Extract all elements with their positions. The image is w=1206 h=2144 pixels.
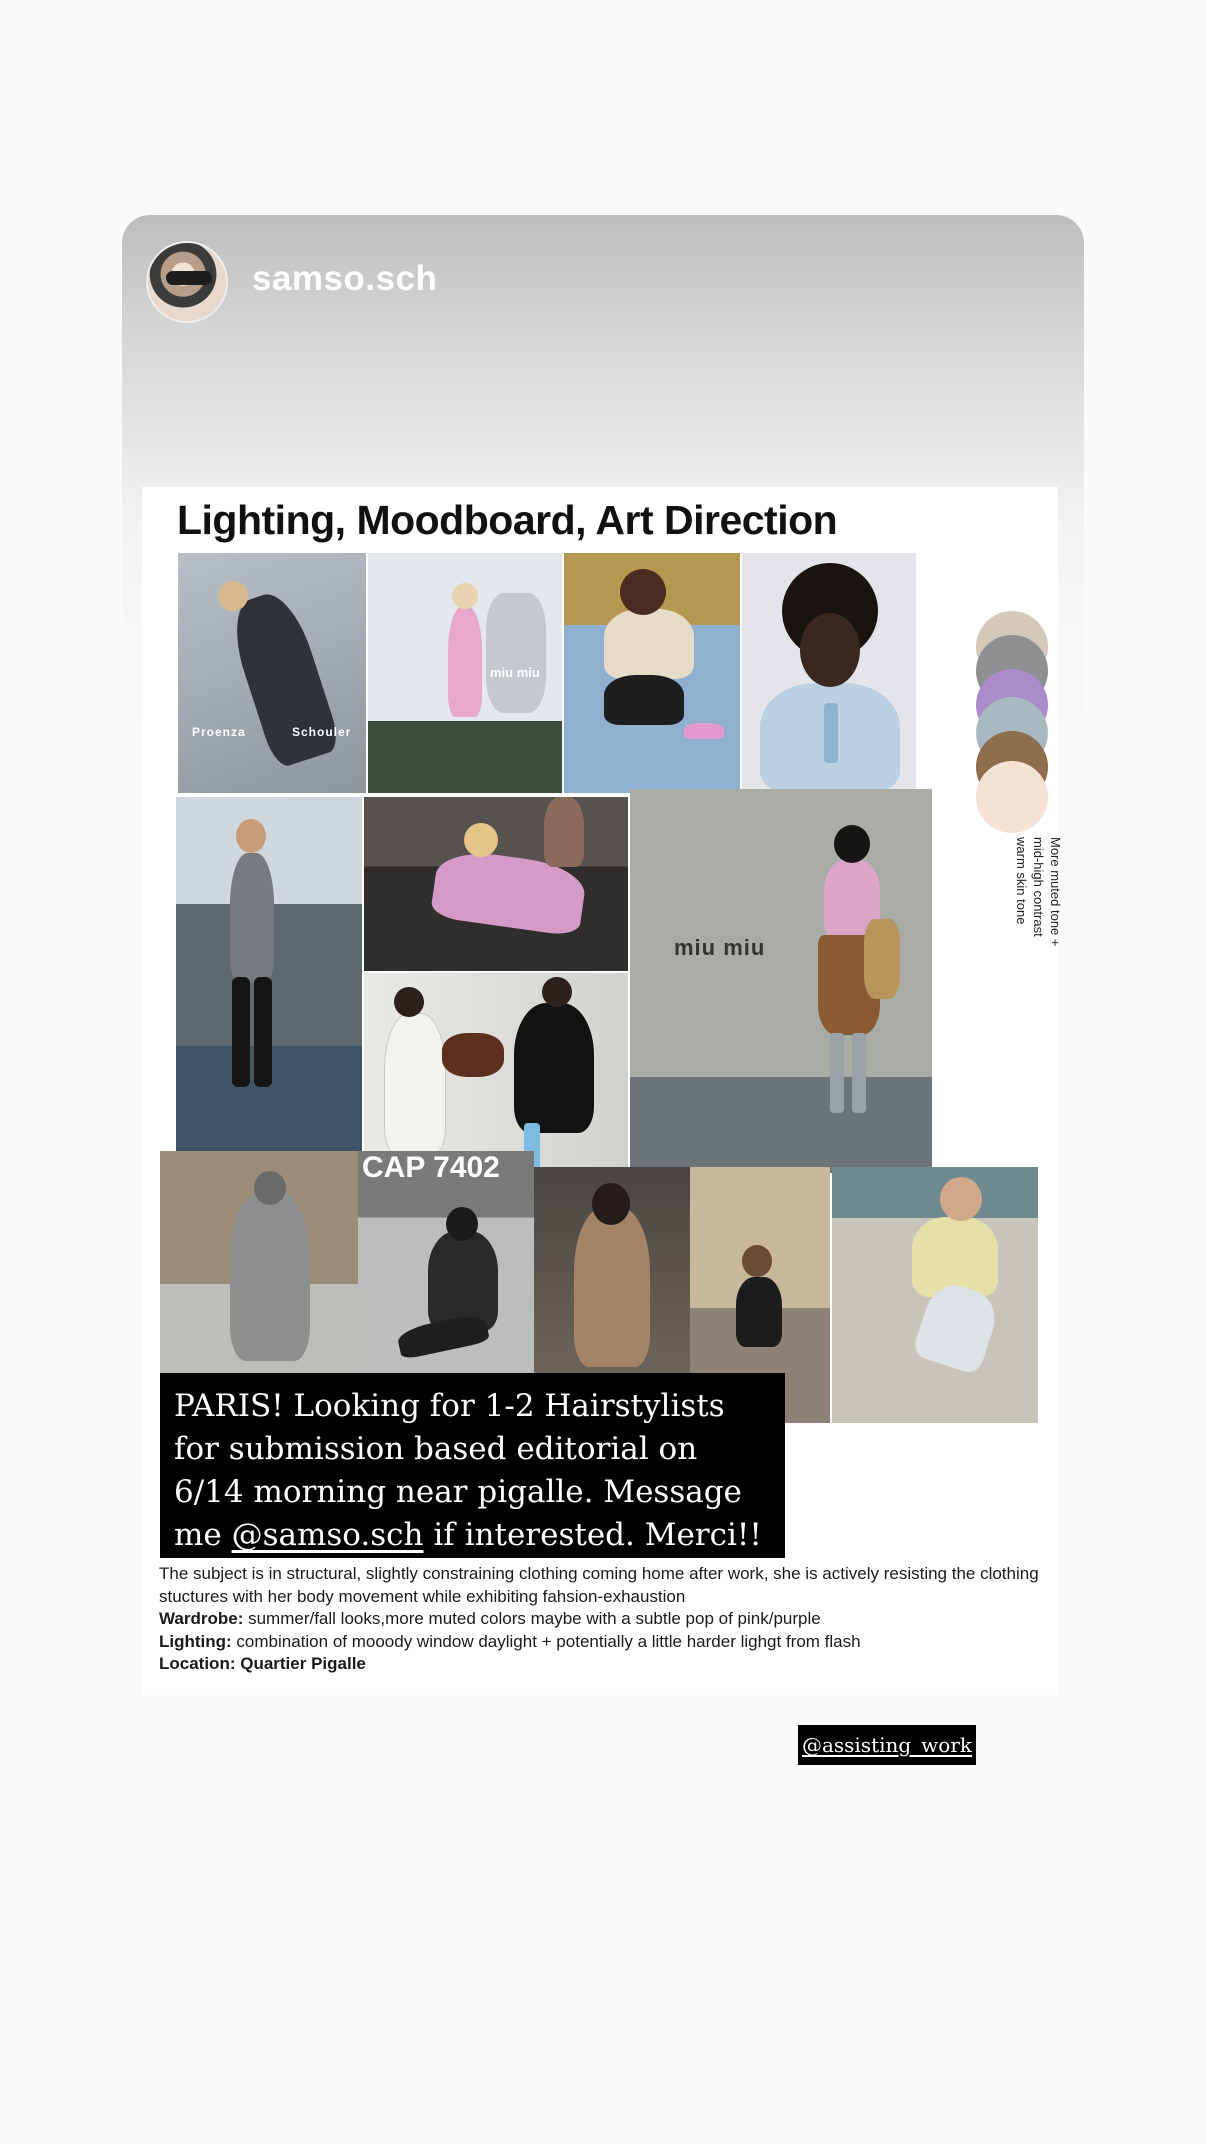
photo-trench-coat bbox=[534, 1167, 690, 1373]
photo-cream-cardigan bbox=[564, 553, 740, 793]
swatch-skin bbox=[976, 761, 1048, 833]
moodboard-title: Lighting, Moodboard, Art Direction bbox=[177, 497, 838, 543]
photo-pink-dress-crouch bbox=[364, 797, 628, 971]
photo-cap7402-suit bbox=[358, 1151, 534, 1373]
story-username[interactable]: samso.sch bbox=[252, 259, 438, 298]
photo-proenza-schouler bbox=[178, 553, 366, 793]
caption-miumiu-1: miu miu bbox=[490, 665, 540, 680]
mention-sticker[interactable]: @assisting_work bbox=[798, 1725, 976, 1765]
caption-schouler: Schouler bbox=[292, 725, 352, 739]
photo-miumiu-wall bbox=[630, 789, 932, 1173]
photo-yellow-jacket bbox=[832, 1167, 1038, 1423]
photo-portrait-blue-shirt bbox=[742, 553, 916, 793]
description-summary: The subject is in structural, slightly constraining clothing coming home after work, she is actively resisting the clothing stuctures with her body movement while exhibiting fahsion-exhaustion bbox=[159, 1564, 1039, 1606]
caption-proenza: Proenza bbox=[192, 725, 246, 739]
photo-handbag-tug bbox=[364, 973, 628, 1173]
photo-miumiu-pink-skirt bbox=[368, 553, 562, 793]
profile-avatar[interactable] bbox=[146, 241, 228, 323]
avatar-sunglasses bbox=[166, 271, 212, 285]
palette-note-line-2: mid-high contrast bbox=[1031, 837, 1046, 937]
photo-grey-hoodie-street bbox=[160, 1151, 358, 1373]
description-lighting: Lighting: combination of mooody window daylight + potentially a little harder lighgt from flash bbox=[159, 1631, 861, 1651]
photo-street-grey-bodysuit bbox=[176, 797, 362, 1153]
palette-note bbox=[1013, 837, 1064, 1077]
moodboard bbox=[142, 487, 1063, 1695]
story-card bbox=[122, 215, 1084, 1795]
announcement-box bbox=[160, 1373, 785, 1558]
caption-cap: CAP 7402 bbox=[362, 1151, 500, 1184]
announcement-text: PARIS! Looking for 1-2 Hairstylists for submission based editorial on 6/14 morning near pigalle. Message me @samso.sch if interested. Merci!! bbox=[174, 1388, 762, 1553]
announcement-mention[interactable]: @samso.sch bbox=[231, 1517, 424, 1553]
shoot-description bbox=[159, 1563, 1049, 1676]
description-location: Location: Quartier Pigalle bbox=[159, 1654, 366, 1673]
description-wardrobe: Wardrobe: summer/fall looks,more muted colors maybe with a subtle pop of pink/purple bbox=[159, 1609, 821, 1628]
palette-note-line-3: warm skin tone bbox=[1014, 837, 1029, 925]
palette-note-line-1: More muted tone + bbox=[1048, 837, 1063, 947]
caption-miumiu-2: miu miu bbox=[674, 935, 766, 960]
